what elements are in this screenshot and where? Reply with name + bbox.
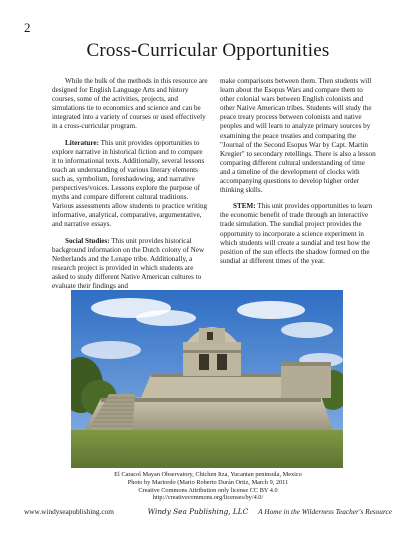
photo-caption: [0, 471, 416, 502]
literature-paragraph: [52, 139, 208, 230]
caption-line-2: Photo by Mariordo (Mario Roberto Durán Ortiz, March 9, 2011: [127, 478, 289, 486]
literature-heading: Literature:: [65, 138, 99, 147]
footer-website-link[interactable]: www.windyseapublishing.com: [24, 507, 114, 516]
literature-text: This unit provides opportunities to explore narrative in historical fiction and to compare it to informational texts. Additionally, several lessons teach an understanding of various literary elements such as, symbolism, foreshadowing, and narrative perspectives/voices. Lessons explore the purpose of myths and compare different cultural traditions. Various assessments allow students to practice writing informative, analytical, comparative, argumentative, and narrative essays.: [52, 138, 208, 229]
social-studies-text: This unit provides historical background information on the Dutch colony of New Netherlands and the Lenape tribe. Additionally, a research project is provided in which students are asked to study different Native American cultures to evaluate their findings and: [52, 236, 205, 290]
stem-heading: STEM:: [233, 202, 256, 211]
el-caracol-image: [71, 290, 343, 468]
right-column: [220, 77, 376, 298]
observatory-photo: [71, 290, 343, 468]
social-studies-continued: make comparisons between them. Then students will learn about the Esopus Wars and compare them to other colonial wars between English colonists and other Native American tribes. Students will study the peace treaty process between colonists and native peoples and will learn to analyze primary sources by examining the peace treaties and comparing the "Journal of the Second Esopus War by Capt. Martin Kregier" to secondary retellings. There is also a lesson comparing different cultural understanding of time and a timeline of the development of clocks with accompanying questions to develop higher order thinking skills.: [220, 77, 376, 195]
intro-paragraph: While the bulk of the methods in this resource are designed for English Language Arts and history courses, some of the activities, projects, and simulations tie to economics and science and can be integrated into a variety of courses or used effectively in a cross-curricular program.: [52, 77, 208, 131]
page-number: 2: [24, 20, 31, 35]
page-footer: [24, 507, 392, 516]
caption-line-1: El Caracol Mayan Observatory, Chichen Itza, Yucantan peninsula, Mexico: [114, 471, 302, 478]
footer-right: [148, 507, 392, 516]
page-title: Cross-Curricular Opportunities: [86, 40, 330, 61]
social-studies-paragraph: [52, 237, 208, 292]
caption-line-4[interactable]: http://creativecommons.org/licenses/by/4.0/: [152, 494, 264, 502]
left-column: [52, 77, 208, 298]
footer-tagline: A Home in the Wilderness Teacher's Resource: [258, 507, 392, 516]
social-studies-heading: Social Studies:: [65, 236, 110, 245]
caption-line-3: Creative Commons Attribution only license CC BY 4.0: [138, 486, 278, 494]
stem-text: This unit provides opportunities to learn the economic benefit of trade through an interactive trade simulation. The sundial project provides the opportunity to incorporate a science experiment in which students will create a sundial and test how the position of the sun effects the shadow formed on the sundial at different times of the year.: [220, 202, 373, 265]
footer-publisher: Windy Sea Publishing, LLC: [147, 507, 249, 516]
body-columns: [52, 77, 376, 298]
stem-paragraph: [220, 202, 376, 266]
